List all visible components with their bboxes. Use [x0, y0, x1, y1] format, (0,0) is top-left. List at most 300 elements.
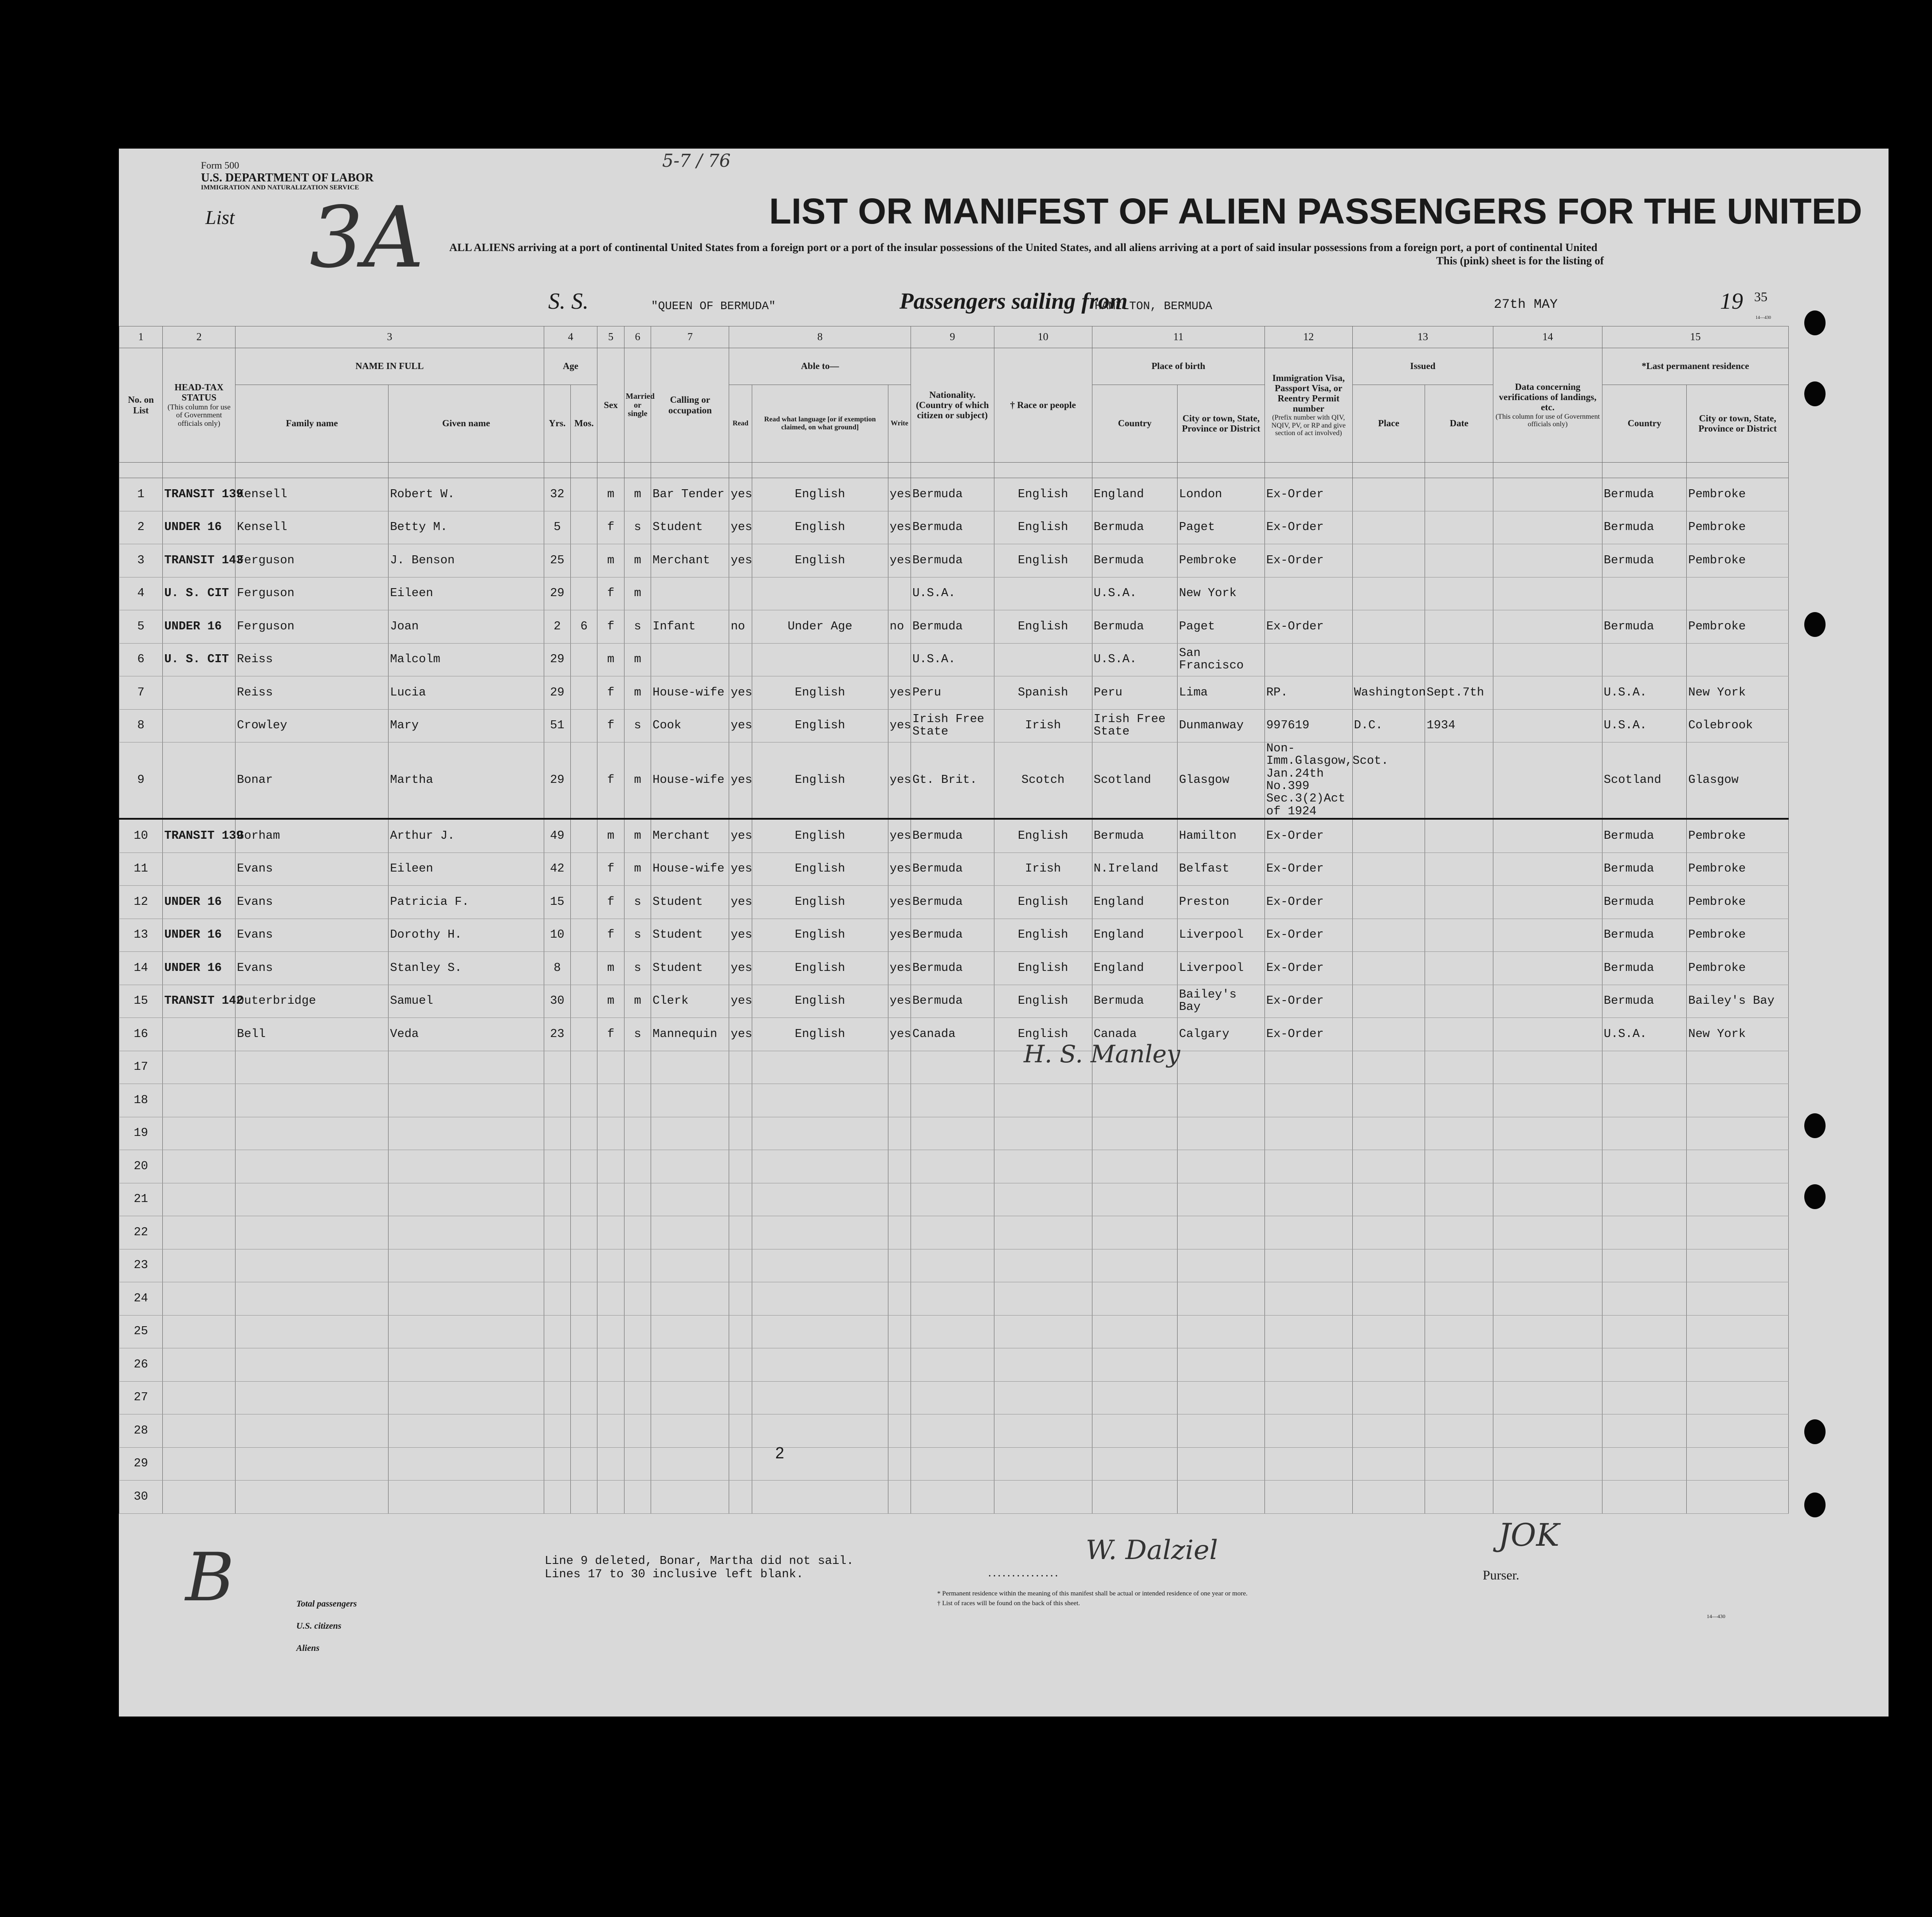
spacer-cell [544, 463, 570, 478]
read-language [752, 1249, 888, 1282]
read-language: English [752, 819, 888, 852]
issued-date [1425, 919, 1493, 952]
residence-city: Colebrook [1687, 709, 1789, 742]
age-years: 8 [544, 952, 570, 985]
issued-date [1425, 1018, 1493, 1051]
head-tax-status [163, 1183, 236, 1216]
verification-data [1493, 577, 1602, 610]
col-yrs: Yrs. [544, 385, 570, 463]
col-issued-date: Date [1425, 385, 1493, 463]
birth-city: Hamilton [1178, 819, 1265, 852]
birth-country [1092, 1216, 1178, 1249]
race: Spanish [994, 676, 1092, 710]
occupation: House-wife [651, 742, 729, 819]
head-tax-status [163, 852, 236, 886]
race [994, 1183, 1092, 1216]
age-months [571, 1481, 597, 1514]
manifest-sheet [119, 149, 1889, 1717]
family-name: Ferguson [236, 544, 389, 577]
list-label: List [205, 207, 235, 228]
issued-place [1352, 1481, 1425, 1514]
nationality [911, 1481, 994, 1514]
age-years [544, 1282, 570, 1316]
can-read: yes [729, 478, 752, 511]
initials: JOK [1498, 1517, 1559, 1553]
visa-number [1264, 1447, 1352, 1481]
can-read: yes [729, 952, 752, 985]
given-name [389, 1117, 544, 1150]
issued-date [1425, 478, 1493, 511]
age-months [571, 1216, 597, 1249]
occupation: Infant [651, 610, 729, 644]
age-months [571, 1150, 597, 1183]
visa-number: Ex-Order [1264, 610, 1352, 644]
colnum: 14 [1493, 326, 1602, 348]
header-row-1 [119, 348, 1789, 385]
age-months [571, 1414, 597, 1448]
head-tax-label: HEAD-TAX STATUS [174, 382, 224, 403]
verification-data [1493, 1315, 1602, 1348]
sex: m [597, 985, 624, 1018]
sex: f [597, 1018, 624, 1051]
row-number: 29 [119, 1447, 163, 1481]
residence-city [1687, 1117, 1789, 1150]
can-read [729, 1414, 752, 1448]
read-language [752, 1084, 888, 1117]
sex: f [597, 709, 624, 742]
birth-city: Glasgow [1178, 742, 1265, 819]
can-read [729, 1216, 752, 1249]
can-write: yes [888, 1018, 911, 1051]
residence-city [1687, 1447, 1789, 1481]
ship-name: "QUEEN OF BERMUDA" [651, 299, 776, 313]
table-row [119, 952, 1789, 985]
spacer-cell [1687, 463, 1789, 478]
residence-country [1602, 1084, 1687, 1117]
binder-hole [1804, 1184, 1826, 1209]
head-tax-status [163, 1348, 236, 1382]
row-number: 23 [119, 1249, 163, 1282]
col-birth-country: Country [1092, 385, 1178, 463]
colnum: 4 [544, 326, 597, 348]
read-language: Under Age [752, 610, 888, 644]
given-name [389, 1348, 544, 1382]
visa-label: Immigration Visa, Passport Visa, or Reentry Permit number [1272, 372, 1345, 414]
age-months [571, 919, 597, 952]
spacer-cell [752, 463, 888, 478]
race [994, 643, 1092, 676]
residence-country: Bermuda [1602, 919, 1687, 952]
colnum: 6 [624, 326, 651, 348]
issued-place [1352, 952, 1425, 985]
marital-status [624, 1381, 651, 1414]
age-years [544, 1084, 570, 1117]
visa-number [1264, 1315, 1352, 1348]
race [994, 1348, 1092, 1382]
race [994, 1414, 1092, 1448]
col-able-to: Able to— [729, 348, 911, 385]
spacer-row [119, 463, 1789, 478]
read-language: English [752, 886, 888, 919]
issued-date [1425, 610, 1493, 644]
head-tax-status [163, 1414, 236, 1448]
age-years: 29 [544, 577, 570, 610]
residence-country [1602, 1216, 1687, 1249]
age-months [571, 544, 597, 577]
page-title: LIST OR MANIFEST OF ALIEN PASSENGERS FOR THE UNITED [769, 191, 1862, 232]
nationality [911, 1315, 994, 1348]
birth-country [1092, 1381, 1178, 1414]
residence-city [1687, 1051, 1789, 1084]
birth-country: England [1092, 886, 1178, 919]
row-number: 26 [119, 1348, 163, 1382]
verification-data [1493, 1117, 1602, 1150]
nationality [911, 1381, 994, 1414]
issued-date [1425, 1150, 1493, 1183]
issued-place [1352, 919, 1425, 952]
visa-number: Ex-Order [1264, 478, 1352, 511]
birth-country: Irish Free State [1092, 709, 1178, 742]
given-name [389, 1084, 544, 1117]
spacer-cell [1264, 463, 1352, 478]
birth-city: Liverpool [1178, 952, 1265, 985]
legal-note-1: * Permanent residence within the meaning of this manifest shall be actual or intended residence of one year or more. [937, 1590, 1248, 1597]
sex [597, 1447, 624, 1481]
issued-date [1425, 1381, 1493, 1414]
can-write [888, 1381, 911, 1414]
visa-number [1264, 1117, 1352, 1150]
verification-data [1493, 1414, 1602, 1448]
sex [597, 1249, 624, 1282]
data-concerning-note: (This column for use of Government officials only) [1495, 412, 1600, 428]
nationality: Bermuda [911, 544, 994, 577]
col-name-in-full: NAME IN FULL [236, 348, 544, 385]
read-language: English [752, 544, 888, 577]
given-name [389, 1315, 544, 1348]
birth-city: Preston [1178, 886, 1265, 919]
col-read-language: Read what language [or if exemption claimed, on what ground] [752, 385, 888, 463]
col-place-of-birth: Place of birth [1092, 348, 1264, 385]
nationality: Bermuda [911, 610, 994, 644]
age-months [571, 1381, 597, 1414]
can-write: yes [888, 742, 911, 819]
issued-place [1352, 1084, 1425, 1117]
birth-city: Lima [1178, 676, 1265, 710]
marital-status [624, 1117, 651, 1150]
given-name: Mary [389, 709, 544, 742]
col-given-name: Given name [389, 385, 544, 463]
issued-date [1425, 1282, 1493, 1316]
occupation [651, 577, 729, 610]
visa-number [1264, 1381, 1352, 1414]
nationality: Bermuda [911, 952, 994, 985]
colnum: 12 [1264, 326, 1352, 348]
col-age: Age [544, 348, 597, 385]
residence-city [1687, 1315, 1789, 1348]
head-tax-status [163, 676, 236, 710]
verification-data [1493, 610, 1602, 644]
year-suffix: 35 [1754, 290, 1767, 304]
issued-date [1425, 643, 1493, 676]
nationality [911, 1150, 994, 1183]
sex [597, 1315, 624, 1348]
col-married: Married or single [624, 348, 651, 463]
marital-status [624, 1348, 651, 1382]
can-write: yes [888, 919, 911, 952]
issued-date [1425, 819, 1493, 852]
verification-data [1493, 709, 1602, 742]
row-number: 24 [119, 1282, 163, 1316]
can-write: yes [888, 985, 911, 1018]
head-tax-status [163, 1051, 236, 1084]
family-name: Evans [236, 919, 389, 952]
aliens-label: Aliens [296, 1643, 320, 1653]
birth-city [1178, 1051, 1265, 1084]
family-name [236, 1414, 389, 1448]
spacer-cell [994, 463, 1092, 478]
can-write: yes [888, 852, 911, 886]
race: English [994, 985, 1092, 1018]
can-read: yes [729, 742, 752, 819]
can-read [729, 1051, 752, 1084]
given-name [389, 1183, 544, 1216]
can-write [888, 1051, 911, 1084]
given-name: Stanley S. [389, 952, 544, 985]
family-name: Crowley [236, 709, 389, 742]
age-months [571, 1249, 597, 1282]
birth-city: Liverpool [1178, 919, 1265, 952]
nationality [911, 1447, 994, 1481]
sex: m [597, 952, 624, 985]
age-months [571, 952, 597, 985]
visa-number: 997619 [1264, 709, 1352, 742]
birth-city [1178, 1117, 1265, 1150]
birth-city: San Francisco [1178, 643, 1265, 676]
residence-city [1687, 1183, 1789, 1216]
birth-country [1092, 1282, 1178, 1316]
marital-status: s [624, 952, 651, 985]
read-language [752, 1183, 888, 1216]
birth-country: Bermuda [1092, 610, 1178, 644]
occupation: Student [651, 511, 729, 544]
sex [597, 1381, 624, 1414]
sex: f [597, 919, 624, 952]
age-years: 32 [544, 478, 570, 511]
read-language: English [752, 952, 888, 985]
head-tax-status: TRANSIT 143 [163, 544, 236, 577]
table-row [119, 1414, 1789, 1448]
issued-date: Sept.7th [1425, 676, 1493, 710]
nationality: Bermuda [911, 985, 994, 1018]
residence-city: New York [1687, 676, 1789, 710]
issued-date [1425, 952, 1493, 985]
race: English [994, 610, 1092, 644]
verification-data [1493, 742, 1602, 819]
verification-data [1493, 511, 1602, 544]
issued-place [1352, 1348, 1425, 1382]
family-name: Kensell [236, 511, 389, 544]
birth-city [1178, 1348, 1265, 1382]
residence-country: Bermuda [1602, 852, 1687, 886]
marital-status [624, 1084, 651, 1117]
issued-place [1352, 742, 1425, 819]
can-read: yes [729, 819, 752, 852]
residence-country: Bermuda [1602, 985, 1687, 1018]
table-row [119, 676, 1789, 710]
col-write: Write [888, 385, 911, 463]
table-row [119, 819, 1789, 852]
birth-country [1092, 1150, 1178, 1183]
binder-hole [1804, 1419, 1826, 1444]
verification-data [1493, 1183, 1602, 1216]
occupation: Student [651, 919, 729, 952]
family-name [236, 1481, 389, 1514]
can-write [888, 1117, 911, 1150]
nationality: Peru [911, 676, 994, 710]
residence-country: Bermuda [1602, 511, 1687, 544]
row-number: 7 [119, 676, 163, 710]
sex [597, 1084, 624, 1117]
birth-country: U.S.A. [1092, 577, 1178, 610]
issued-date [1425, 1348, 1493, 1382]
purser-label: Purser. [1483, 1568, 1520, 1583]
race: English [994, 478, 1092, 511]
issued-date [1425, 985, 1493, 1018]
total-passengers-label: Total passengers [296, 1599, 357, 1609]
birth-country [1092, 1183, 1178, 1216]
age-years: 10 [544, 919, 570, 952]
visa-number [1264, 1282, 1352, 1316]
family-name [236, 1381, 389, 1414]
head-tax-status [163, 1481, 236, 1514]
colnum: 3 [236, 326, 544, 348]
can-write [888, 1348, 911, 1382]
head-tax-status [163, 1150, 236, 1183]
race: English [994, 544, 1092, 577]
row-number: 4 [119, 577, 163, 610]
age-months [571, 1084, 597, 1117]
nationality: Bermuda [911, 852, 994, 886]
age-months [571, 1183, 597, 1216]
race: English [994, 919, 1092, 952]
residence-country [1602, 1117, 1687, 1150]
race [994, 1381, 1092, 1414]
form-number: Form 500 [201, 160, 240, 171]
verification-data [1493, 919, 1602, 952]
family-name [236, 1315, 389, 1348]
occupation [651, 1447, 729, 1481]
can-write [888, 1414, 911, 1448]
birth-country: N.Ireland [1092, 852, 1178, 886]
nationality [911, 1084, 994, 1117]
ss-label: S. S. [548, 289, 589, 314]
spacer-cell [389, 463, 544, 478]
residence-country [1602, 1051, 1687, 1084]
colnum: 10 [994, 326, 1092, 348]
can-read [729, 1117, 752, 1150]
sex: f [597, 511, 624, 544]
can-write [888, 643, 911, 676]
visa-number [1264, 1150, 1352, 1183]
sex: m [597, 478, 624, 511]
age-years [544, 1051, 570, 1084]
marital-status [624, 1282, 651, 1316]
occupation: Student [651, 952, 729, 985]
birth-country: Scotland [1092, 742, 1178, 819]
family-name: Bell [236, 1018, 389, 1051]
residence-city: New York [1687, 1018, 1789, 1051]
verification-data [1493, 478, 1602, 511]
read-language: English [752, 742, 888, 819]
age-years [544, 1315, 570, 1348]
list-number: 3A [310, 189, 424, 287]
age-months [571, 1282, 597, 1316]
can-write: no [888, 610, 911, 644]
issued-place [1352, 1414, 1425, 1448]
residence-city: Pembroke [1687, 610, 1789, 644]
table-row [119, 1183, 1789, 1216]
verification-data [1493, 952, 1602, 985]
verification-data [1493, 544, 1602, 577]
row-number: 6 [119, 643, 163, 676]
birth-city: Dunmanway [1178, 709, 1265, 742]
residence-city: Pembroke [1687, 819, 1789, 852]
col-no-on-list: No. on List [119, 348, 163, 463]
residence-city [1687, 1084, 1789, 1117]
col-nationality: Nationality. (Country of which citizen or subject) [911, 348, 994, 463]
issued-date [1425, 1249, 1493, 1282]
nationality [911, 1051, 994, 1084]
occupation: Cook [651, 709, 729, 742]
table-row [119, 1447, 1789, 1481]
read-language: English [752, 919, 888, 952]
row-number: 17 [119, 1051, 163, 1084]
birth-country: Bermuda [1092, 511, 1178, 544]
table-row [119, 742, 1789, 819]
sex [597, 1183, 624, 1216]
binder-hole [1804, 1493, 1826, 1517]
occupation [651, 1381, 729, 1414]
family-name: Reiss [236, 643, 389, 676]
birth-country: Bermuda [1092, 819, 1178, 852]
given-name: Malcolm [389, 643, 544, 676]
birth-country: Bermuda [1092, 985, 1178, 1018]
head-tax-status: UNDER 16 [163, 511, 236, 544]
issued-date [1425, 544, 1493, 577]
residence-country: U.S.A. [1602, 709, 1687, 742]
spacer-cell [729, 463, 752, 478]
birth-country: England [1092, 919, 1178, 952]
nationality: Bermuda [911, 919, 994, 952]
given-name: Patricia F. [389, 886, 544, 919]
verification-data [1493, 819, 1602, 852]
table-row [119, 985, 1789, 1018]
row-number: 8 [119, 709, 163, 742]
race [994, 1315, 1092, 1348]
birth-city [1178, 1381, 1265, 1414]
sub-department-name: IMMIGRATION AND NATURALIZATION SERVICE [201, 184, 359, 191]
can-read: yes [729, 886, 752, 919]
nationality [911, 1249, 994, 1282]
residence-country [1602, 1315, 1687, 1348]
birth-city: Calgary [1178, 1018, 1265, 1051]
read-language: English [752, 1018, 888, 1051]
occupation: Clerk [651, 985, 729, 1018]
sex [597, 1117, 624, 1150]
sex: m [597, 819, 624, 852]
birth-country [1092, 1481, 1178, 1514]
age-months [571, 985, 597, 1018]
